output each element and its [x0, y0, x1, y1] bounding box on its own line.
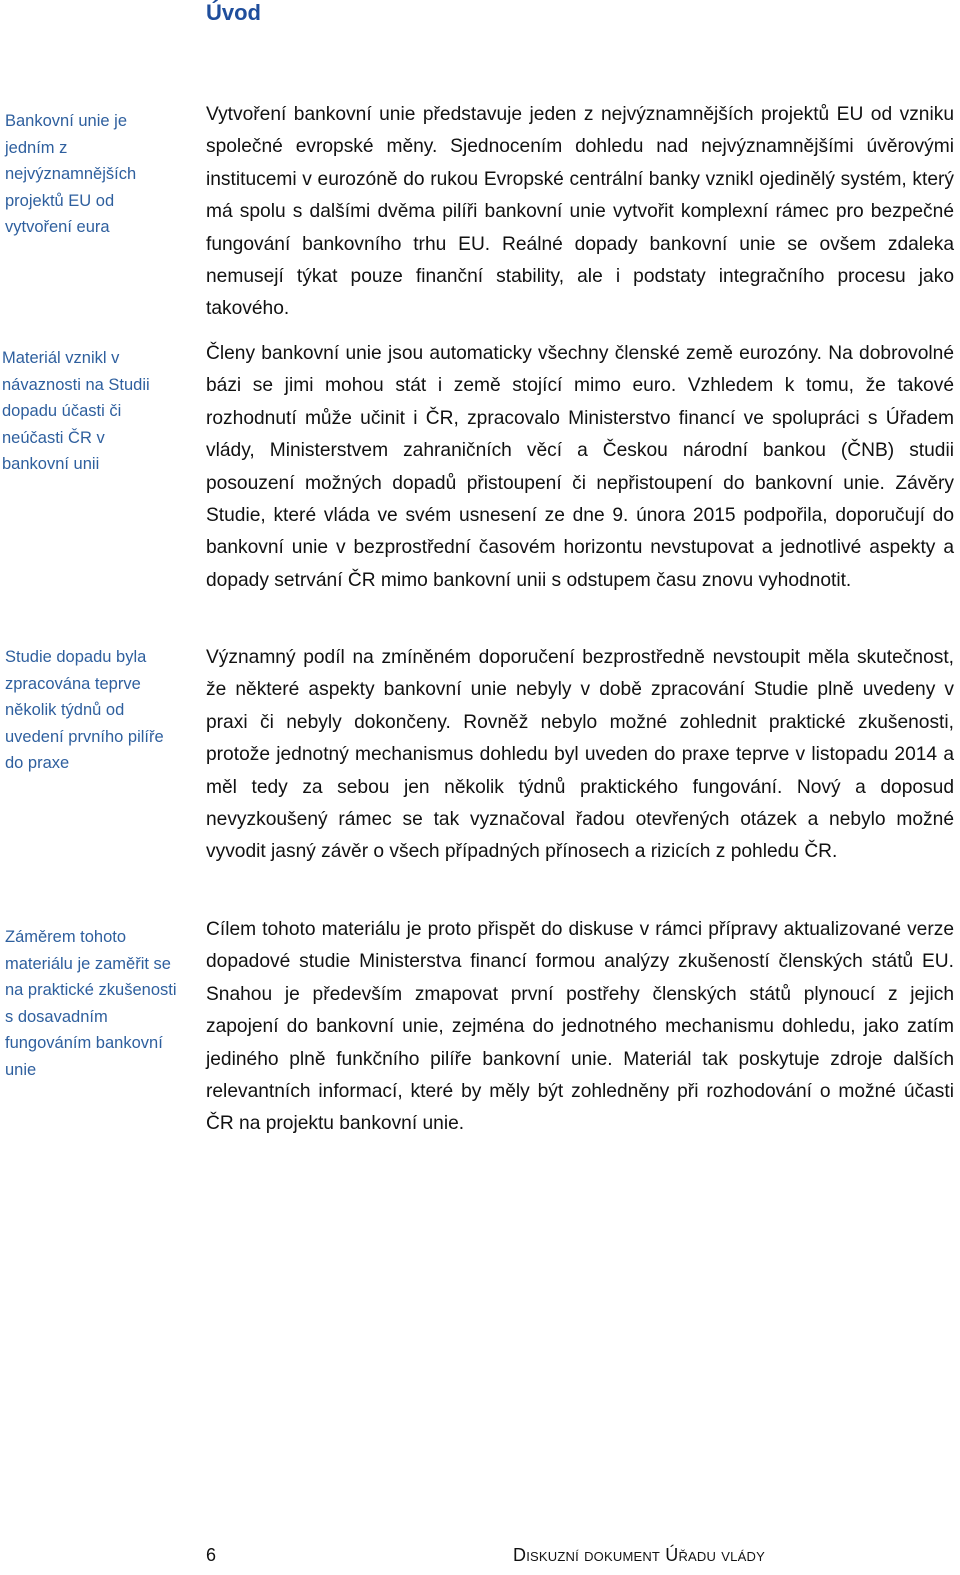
- sidenote-1: Bankovní unie je jedním z nejvýznamnějších projektů EU od vytvoření eura: [5, 112, 137, 236]
- sidenote-4: Záměrem tohoto materiálu je zaměřit se na praktické zkušenosti s dosavadním fungováním bankovní unie: [5, 928, 177, 1079]
- paragraph-4: Cílem tohoto materiálu je proto přispět do diskuse v rámci přípravy aktualizované verze dopadové studie Ministerstva financí formou analýzy zkušeností členských států EU. Snahou je především zmapovat první postřehy členských států plynoucí z jejich zapojení do bankovní unie, zejména do jednotného mechanismu dohledu, jako zatím jediného plně funkčního pilíře bankovní unie. Materiál tak poskytuje zdroje dalších relevantních informací, které by měly být zohledněny při rozhodování o možné účasti ČR na projektu bankovní unie.: [206, 919, 954, 1135]
- sidenote-2: Materiál vznikl v návaznosti na Studii dopadu účasti či neúčasti ČR v bankovní unii: [2, 349, 150, 473]
- footer-document-title: Diskuzní dokument Úřadu vlády: [513, 1545, 765, 1565]
- section-title: Úvod: [206, 0, 261, 25]
- page-number: 6: [206, 1545, 217, 1565]
- paragraph-3: Významný podíl na zmíněném doporučení bezprostředně nevstoupit měla skutečnost, že některé aspekty bankovní unie nebyly v době zpracování Studie plně uvedeny v praxi či nebyly dokončeny. Rovněž nebylo možné zohlednit praktické zkušenosti, protože jednotný mechanismus dohledu byl uveden do praxe teprve v listopadu 2014 a měl tedy za sebou jen několik týdnů praktického fungování. Nový a doposud nevyzkoušený rámec se tak vyznačoval řadou otevřených otázek a nebylo možné vyvodit jasný závěr o všech případných přínosech a rizicích z pohledu ČR.: [206, 647, 954, 863]
- paragraph-2: Členy bankovní unie jsou automaticky všechny členské země eurozóny. Na dobrovolné bázi se jimi mohou stát i země stojící mimo euro. Vzhledem k tomu, že takové rozhodnutí může učinit i ČR, zpracovalo Ministerstvo financí ve spolupráci s Úřadem vlády, Ministerstvem zahraničních věcí a Českou národní bankou (ČNB) studii posouzení možných dopadů přistoupení či nepřistoupení do bankovní unie. Závěry Studie, které vláda ve svém usnesení ze dne 9. února 2015 podpořila, doporučují do bankovní unie v bezprostřední časovém horizontu nevstupovat a jednotlivé aspekty a dopady setrvání ČR mimo bankovní unii s odstupem času znovu vyhodnotit.: [206, 343, 954, 591]
- paragraph-1: Vytvoření bankovní unie představuje jeden z nejvýznamnějších projektů EU od vzniku společné evropské měny. Sjednocením dohledu nad nejvýznamnějšími úvěrovými institucemi v eurozóně do rukou Evropské centrální banky vznikl ojedinělý systém, který má spolu s dalšími dvěma pilíři bankovní unie vytvořit komplexní rámec pro bezpečné fungování bankovního trhu EU. Reálné dopady bankovní unie se ovšem zdaleka nemusejí týkat pouze finanční stability, ale i podstaty integračního procesu jako takového.: [206, 104, 954, 320]
- sidenote-3: Studie dopadu byla zpracována teprve několik týdnů od uvedení prvního pilíře do praxe: [5, 648, 164, 772]
